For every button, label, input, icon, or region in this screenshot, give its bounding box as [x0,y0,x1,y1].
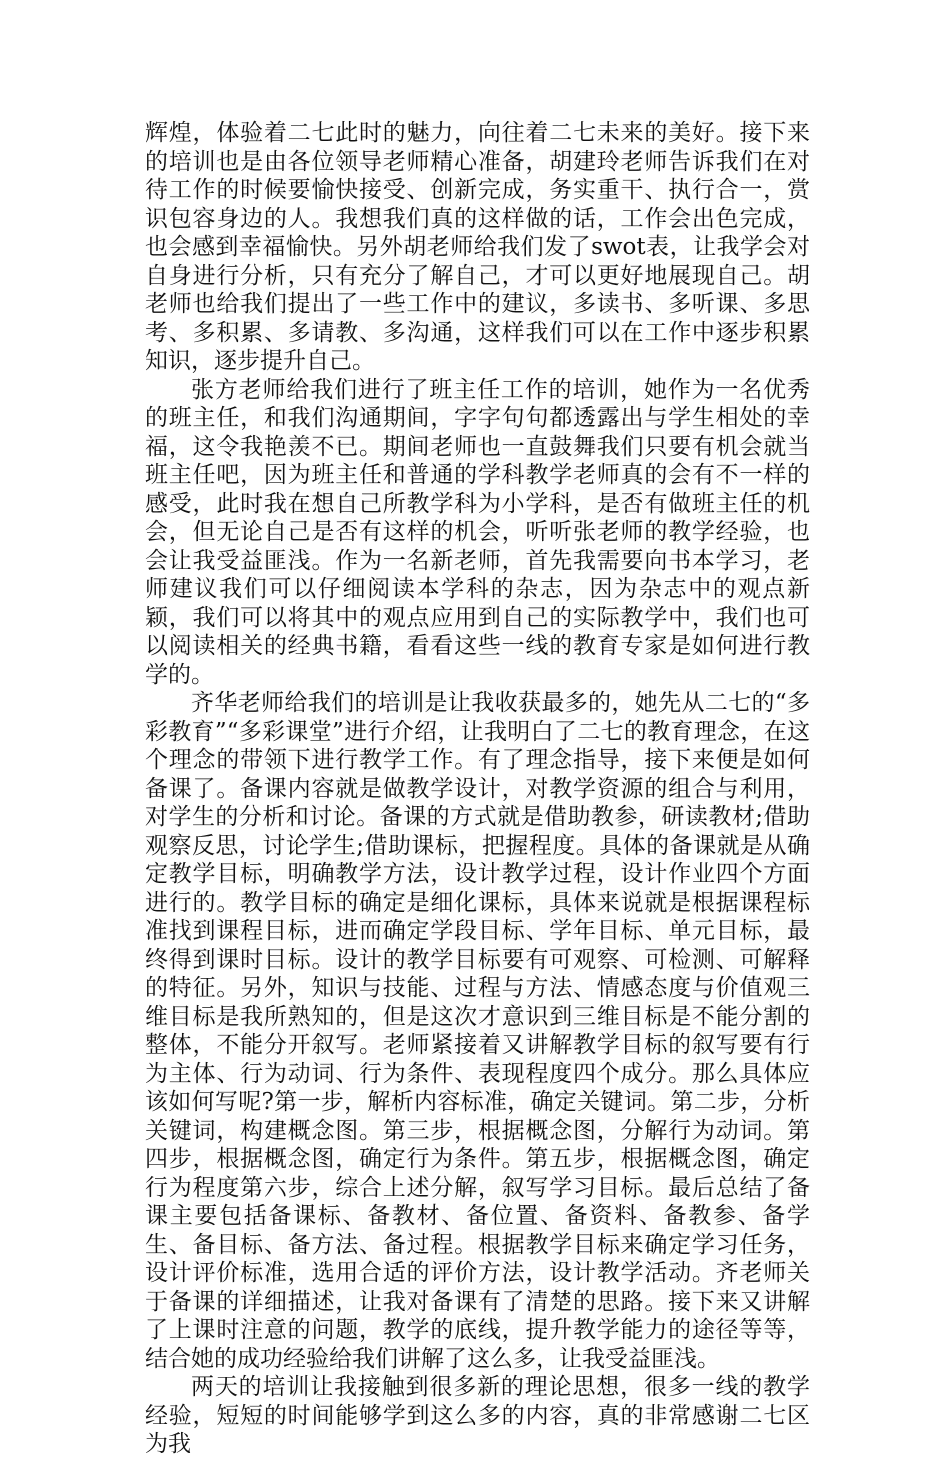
paragraph-conclusion: 两天的培训让我接触到很多新的理论思想，很多一线的教学经验，短短的时间能够学到这么多的内容，真的非常感谢二七区为我 [145,1374,810,1457]
paragraph-continuation: 辉煌，体验着二七此时的魅力，向往着二七未来的美好。接下来的培训也是由各位领导老师精心准备，胡建玲老师告诉我们在对待工作的时候要愉快接受、创新完成，务实重干、执行合一，赏识包容身边的人。我想我们真的这样做的话，工作会出色完成，也会感到幸福愉快。另外胡老师给我们发了swot表，让我学会对自身进行分析，只有充分了解自己，才可以更好地展现自己。胡老师也给我们提出了一些工作中的建议，多读书、多听课、多思考、多积累、多请教、多沟通，这样我们可以在工作中逐步积累知识，逐步提升自己。 [145,120,810,374]
paragraph-zhang-fang: 张方老师给我们进行了班主任工作的培训，她作为一名优秀的班主任，和我们沟通期间，字字句句都透露出与学生相处的幸福，这令我艳羡不已。期间老师也一直鼓舞我们只要有机会就当班主任吧，因为班主任和普通的学科教学老师真的会有不一样的感受，此时我在想自己所教学科为小学科，是否有做班主任的机会，但无论自己是否有这样的机会，听听张老师的教学经验，也会让我受益匪浅。作为一名新老师，首先我需要向书本学习，老师建议我们可以仔细阅读本学科的杂志，因为杂志中的观点新颖，我们可以将其中的观点应用到自己的实际教学中，我们也可以阅读相关的经典书籍，看看这些一线的教育专家是如何进行教学的。 [145,376,810,688]
paragraph-qi-hua: 齐华老师给我们的培训是让我收获最多的，她先从二七的“多彩教育”“多彩课堂”进行介绍，让我明白了二七的教育理念，在这个理念的带领下进行教学工作。有了理念指导，接下来便是如何备课了。备课内容就是做教学设计，对教学资源的组合与利用，对学生的分析和讨论。备课的方式就是借助教参，研读教材;借助观察反思，讨论学生;借助课标，把握程度。具体的备课就是从确定教学目标，明确教学方法，设计教学过程，设计作业四个方面进行的。教学目标的确定是细化课标，具体来说就是根据课程标准找到课程目标，进而确定学段目标、学年目标、单元目标，最终得到课时目标。设计的教学目标要有可观察、可检测、可解释的特征。另外，知识与技能、过程与方法、情感态度与价值观三维目标是我所熟知的，但是这次才意识到三维目标是不能分割的整体，不能分开叙写。老师紧接着又讲解教学目标的叙写要有行为主体、行为动词、行为条件、表现程度四个成分。那么具体应该如何写呢?第一步，解析内容标准，确定关键词。第二步，分析关键词，构建概念图。第三步，根据概念图，分解行为动词。第四步，根据概念图，确定行为条件。第五步，根据概念图，确定行为程度第六步，综合上述分解，叙写学习目标。最后总结了备课主要包括备课标、备教材、备位置、备资料、备教参、备学生、备目标、备方法、备过程。根据教学目标来确定学习任务，设计评价标准，选用合适的评价方法，设计教学活动。齐老师关于备课的详细描述，让我对备课有了清楚的思路。接下来又讲解了上课时注意的问题，教学的底线，提升教学能力的途径等等，结合她的成功经验给我们讲解了这么多，让我受益匪浅。 [145,690,810,1372]
document-body [145,119,810,1459]
